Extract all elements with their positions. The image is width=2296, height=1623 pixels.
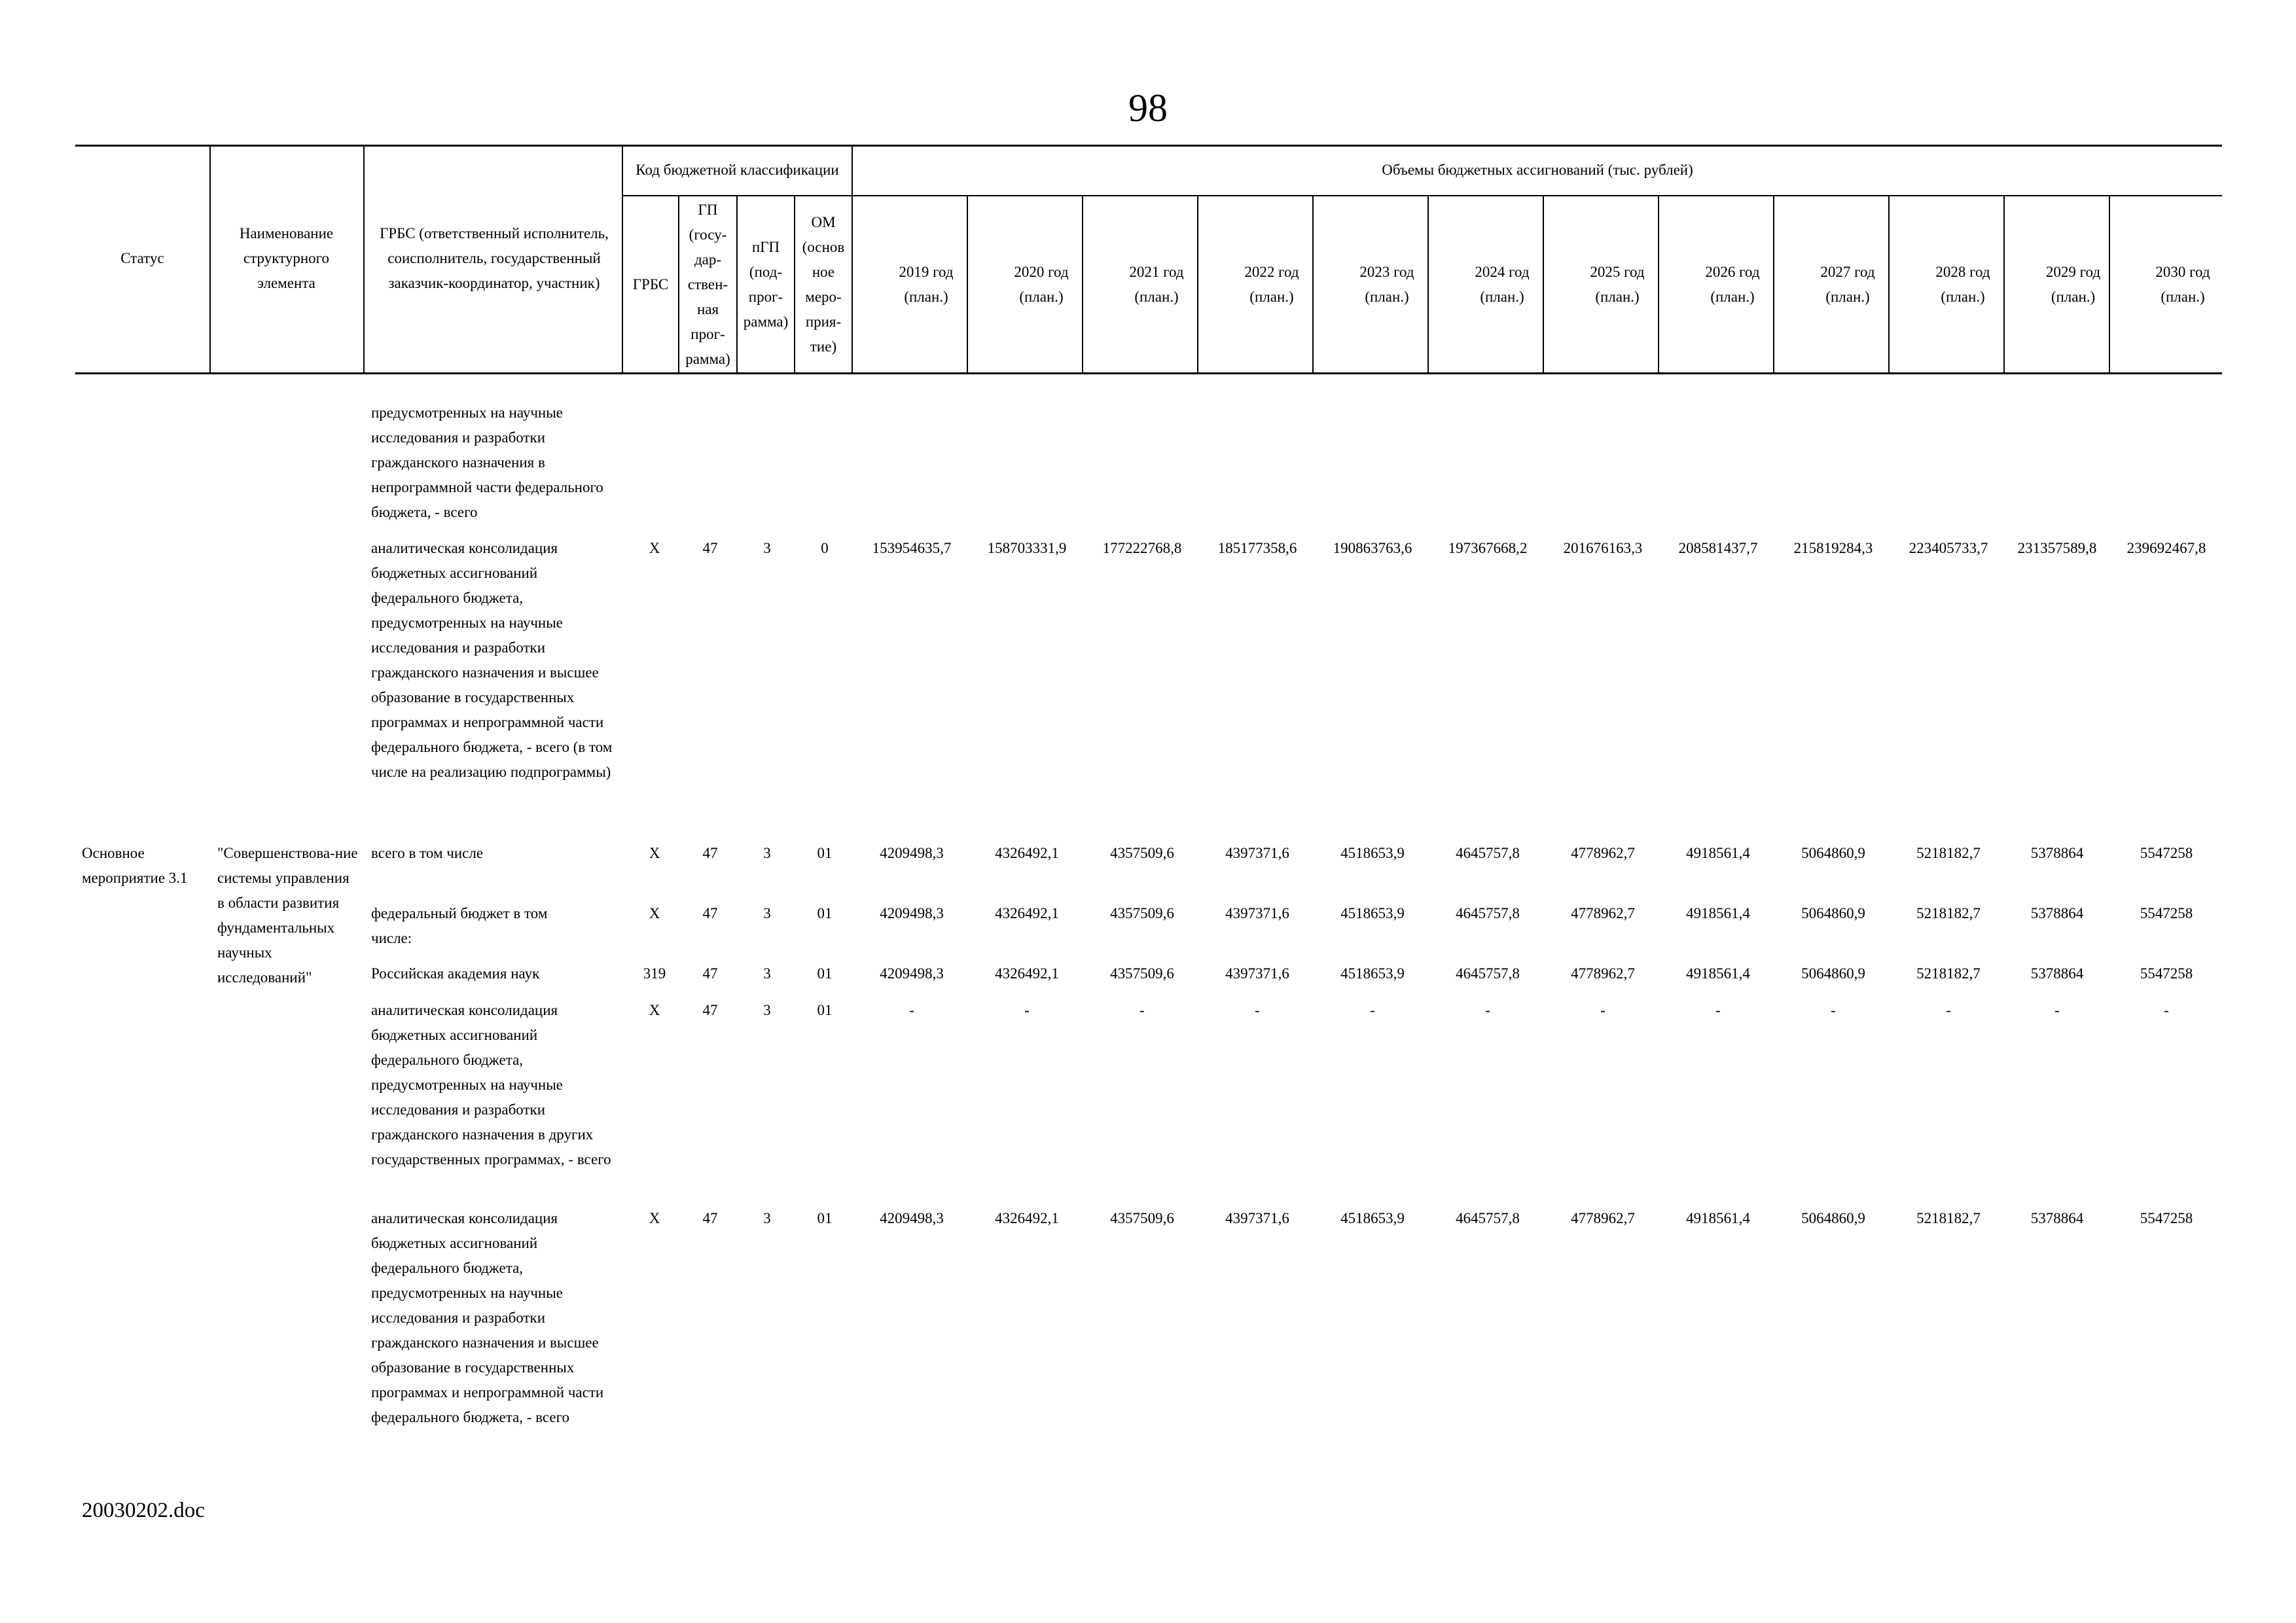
cell-value: 153954635,7 [872, 540, 952, 556]
header-grbs: ГРБС [632, 276, 669, 293]
cell-value: 5218182,7 [1916, 905, 1981, 921]
cell-value: 4645757,8 [1456, 965, 1520, 982]
cell-value: 4518653,9 [1340, 965, 1405, 982]
cell-value: 5378864 [2030, 905, 2084, 921]
cell-value: 4397371,6 [1225, 965, 1289, 982]
cell-om: 01 [817, 845, 833, 861]
cell-value: 5378864 [2030, 845, 2084, 861]
table-body [0, 374, 2296, 1487]
cell-om: 01 [817, 1210, 833, 1226]
cell-grbs: Х [649, 905, 660, 921]
cell-value: - [1255, 1002, 1260, 1018]
cell-value: 4397371,6 [1225, 905, 1289, 921]
cell-value: - [1139, 1002, 1145, 1018]
header-year: 2026 год (план.) [1705, 263, 1760, 305]
header-budget-code: Код бюджетной классификации [636, 161, 839, 178]
cell-value: 4645757,8 [1456, 845, 1520, 861]
cell-value: 4209498,3 [880, 905, 944, 921]
row-description: предусмотренных на научные исследования и разработки гражданского назначения в непрограммной части федерального бюджета, - всего [371, 404, 603, 520]
header-year: 2021 год (план.) [1129, 263, 1184, 305]
cell-pgp: 3 [763, 1210, 771, 1226]
header-grbs-full: ГРБС (ответственный исполнитель, соисполнитель, государственный заказчик-координатор, участник) [380, 225, 609, 291]
cell-value: 4209498,3 [880, 845, 944, 861]
cell-value: 5064860,9 [1801, 1210, 1865, 1226]
cell-value: 231357589,8 [2017, 540, 2097, 556]
cell-value: 208581437,7 [1678, 540, 1758, 556]
cell-om: 01 [817, 1002, 833, 1018]
cell-value: 201676163,3 [1563, 540, 1643, 556]
header-divider [1427, 195, 1429, 374]
header-divider [1197, 195, 1198, 374]
cell-value: 4209498,3 [880, 1210, 944, 1226]
cell-gp: 47 [702, 965, 718, 982]
cell-value: 4357509,6 [1110, 1210, 1174, 1226]
cell-gp: 47 [702, 1002, 718, 1018]
header-element-name: Наименование структурного элемента [239, 225, 334, 291]
header-year: 2020 год (план.) [1014, 263, 1069, 305]
header-year: 2024 год (план.) [1475, 263, 1530, 305]
cell-value: 4778962,7 [1571, 905, 1635, 921]
cell-value: 5218182,7 [1916, 1210, 1981, 1226]
header-divider [1888, 195, 1890, 374]
cell-value: 4918561,4 [1686, 965, 1750, 982]
header-divider [363, 145, 365, 374]
cell-value: 4397371,6 [1225, 845, 1289, 861]
cell-value: 158703331,9 [987, 540, 1067, 556]
cell-value: 4778962,7 [1571, 845, 1635, 861]
header-year: 2022 год (план.) [1244, 263, 1299, 305]
cell-value: - [1370, 1002, 1375, 1018]
header-year: 2023 год (план.) [1359, 263, 1414, 305]
cell-value: 5547258 [2140, 1210, 2193, 1226]
cell-value: 5547258 [2140, 845, 2193, 861]
cell-value: 4918561,4 [1686, 1210, 1750, 1226]
cell-pgp: 3 [763, 845, 771, 861]
cell-value: 4778962,7 [1571, 1210, 1635, 1226]
cell-value: 4397371,6 [1225, 1210, 1289, 1226]
header-year: 2030 год (план.) [2155, 263, 2210, 305]
row-element-name: "Совершенствова-ние системы управления в области развития фундаментальных научных исследований" [217, 845, 358, 986]
cell-value: 4518653,9 [1340, 905, 1405, 921]
cell-value: 4326492,1 [995, 1210, 1059, 1226]
cell-value: 4645757,8 [1456, 1210, 1520, 1226]
header-year: 2029 год (план.) [2045, 263, 2101, 305]
cell-value: - [1024, 1002, 1030, 1018]
cell-value: 4326492,1 [995, 965, 1059, 982]
cell-om: 01 [817, 905, 833, 921]
row-description: аналитическая консолидация бюджетных ассигнований федерального бюджета, предусмотренных на научные исследования и разработки гражданского назначения в других государственных программах, - всего [371, 1002, 611, 1168]
row-description: аналитическая консолидация бюджетных ассигнований федерального бюджета, предусмотренных на научные исследования и разработки гражданского назначения и высшее образование в государственных программах и непрограммной части федерального бюджета, - всего (в том числе на реализацию подпрограммы) [371, 540, 613, 780]
header-divider [967, 195, 968, 374]
cell-grbs: Х [649, 1210, 660, 1226]
cell-value: 5218182,7 [1916, 845, 1981, 861]
cell-value: 177222768,8 [1102, 540, 1182, 556]
cell-value: 4326492,1 [995, 905, 1059, 921]
cell-value: - [1831, 1002, 1836, 1018]
header-status: Статус [120, 250, 164, 266]
cell-value: 223405733,7 [1909, 540, 1988, 556]
header-divider [1658, 195, 1659, 374]
cell-value: 4326492,1 [995, 845, 1059, 861]
header-divider [1543, 195, 1544, 374]
cell-value: 4357509,6 [1110, 845, 1174, 861]
cell-value: - [909, 1002, 914, 1018]
cell-gp: 47 [702, 905, 718, 921]
row-description: Российская академия наук [371, 965, 540, 982]
header-volumes: Объемы бюджетных ассигнований (тыс. рублей) [1382, 161, 1693, 178]
cell-value: 5064860,9 [1801, 965, 1865, 982]
cell-grbs: Х [649, 1002, 660, 1018]
cell-value: 4357509,6 [1110, 965, 1174, 982]
header-year: 2027 год (план.) [1820, 263, 1875, 305]
header-year: 2019 год (план.) [899, 263, 954, 305]
cell-gp: 47 [702, 540, 718, 556]
cell-value: 190863763,6 [1333, 540, 1412, 556]
header-pgp: пГП (под-прог-рамма) [743, 238, 789, 330]
cell-grbs: 319 [643, 965, 666, 982]
cell-pgp: 3 [763, 905, 771, 921]
header-divider [2003, 195, 2005, 374]
cell-value: 5064860,9 [1801, 905, 1865, 921]
footer-filename: 20030202.doc [82, 1499, 205, 1522]
cell-value: 4518653,9 [1340, 1210, 1405, 1226]
row-description: аналитическая консолидация бюджетных ассигнований федерального бюджета, предусмотренных на научные исследования и разработки гражданского назначения и высшее образование в государственных программах и непрограммной части федерального бюджета, - всего [371, 1210, 604, 1425]
cell-om: 01 [817, 965, 833, 982]
cell-value: - [2054, 1002, 2060, 1018]
row-description: всего в том числе [371, 845, 484, 861]
header-year: 2025 год (план.) [1590, 263, 1645, 305]
cell-gp: 47 [702, 1210, 718, 1226]
cell-om: 0 [821, 540, 829, 556]
header-divider [2109, 195, 2110, 374]
cell-pgp: 3 [763, 540, 771, 556]
header-divider [209, 145, 211, 374]
cell-value: 4357509,6 [1110, 905, 1174, 921]
header-divider [1082, 195, 1083, 374]
cell-value: 4918561,4 [1686, 905, 1750, 921]
cell-value: 5064860,9 [1801, 845, 1865, 861]
cell-value: 197367668,2 [1448, 540, 1528, 556]
cell-value: 4209498,3 [880, 965, 944, 982]
cell-value: - [2164, 1002, 2169, 1018]
cell-gp: 47 [702, 845, 718, 861]
header-gp: ГП (госу-дар-ствен-ная прог-рамма) [685, 201, 730, 367]
cell-value: - [1946, 1002, 1951, 1018]
cell-value: 4645757,8 [1456, 905, 1520, 921]
cell-value: 5378864 [2030, 1210, 2084, 1226]
header-divider [1773, 195, 1774, 374]
page-number: 98 [1128, 86, 1168, 130]
cell-value: 4778962,7 [1571, 965, 1635, 982]
cell-value: - [1600, 1002, 1605, 1018]
cell-value: 5218182,7 [1916, 965, 1981, 982]
cell-value: 4918561,4 [1686, 845, 1750, 861]
cell-pgp: 3 [763, 965, 771, 982]
cell-grbs: Х [649, 845, 660, 861]
cell-value: 185177358,6 [1217, 540, 1297, 556]
table-header [75, 145, 2222, 374]
cell-value: - [1485, 1002, 1490, 1018]
cell-value: 5378864 [2030, 965, 2084, 982]
cell-value: - [1715, 1002, 1721, 1018]
row-status: Основное мероприятие 3.1 [82, 845, 188, 886]
cell-grbs: Х [649, 540, 660, 556]
cell-value: 239692467,8 [2126, 540, 2206, 556]
row-description: федеральный бюджет в том числе: [371, 905, 548, 946]
header-om: ОМ (основ ное меро-прия-тие) [802, 213, 845, 355]
cell-value: 4518653,9 [1340, 845, 1405, 861]
header-year: 2028 год (план.) [1935, 263, 1990, 305]
cell-value: 5547258 [2140, 905, 2193, 921]
cell-pgp: 3 [763, 1002, 771, 1018]
header-divider [1312, 195, 1314, 374]
cell-value: 215819284,3 [1793, 540, 1873, 556]
cell-value: 5547258 [2140, 965, 2193, 982]
